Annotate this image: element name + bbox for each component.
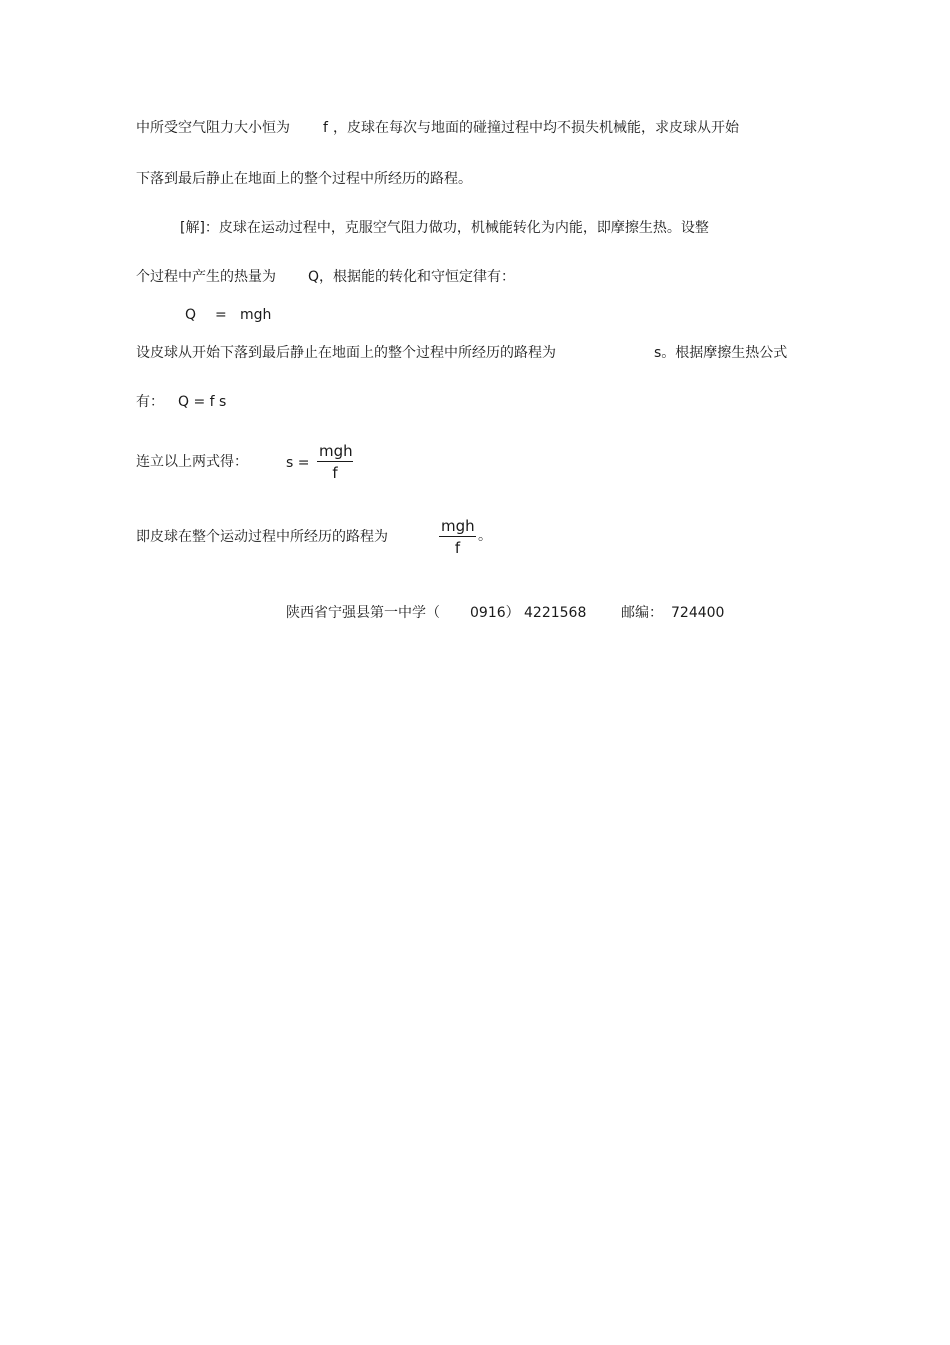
footer-postcode: 724400 bbox=[671, 605, 725, 621]
text-line-9b: 。 bbox=[478, 528, 492, 544]
text-line-1a: 中所受空气阻力大小恒为 bbox=[136, 120, 290, 136]
text-line-1c: ，皮球在每次与地面的碰撞过程中均不损失机械能，求皮球从开始 bbox=[333, 120, 739, 136]
text-line-9a: 即皮球在整个运动过程中所经历的路程为 bbox=[136, 529, 388, 545]
equation-1-rhs: mgh bbox=[240, 307, 272, 323]
equation-1-lhs: Q bbox=[185, 307, 197, 323]
text-line-8a: 连立以上两式得： bbox=[136, 454, 248, 470]
text-line-7a: 有： bbox=[136, 394, 164, 410]
text-line-4b: Q，根据能的转化和守恒定律有： bbox=[308, 269, 516, 285]
text-line-1b: f bbox=[323, 120, 328, 136]
text-line-3: [解]：皮球在运动过程中，克服空气阻力做功，机械能转化为内能，即摩擦生热。设整 bbox=[180, 220, 709, 236]
fraction-2-numerator: mgh bbox=[441, 517, 475, 535]
text-line-6a: 设皮球从开始下落到最后静止在地面上的整个过程中所经历的路程为 bbox=[136, 345, 556, 361]
fraction-2 bbox=[439, 516, 476, 559]
footer-school: 陕西省宁强县第一中学（ bbox=[286, 605, 440, 621]
fraction-1 bbox=[317, 441, 353, 484]
text-line-4a: 个过程中产生的热量为 bbox=[136, 269, 276, 285]
footer-postcode-label: 邮编： bbox=[621, 605, 663, 621]
fraction-1-numerator: mgh bbox=[319, 442, 353, 460]
text-line-2: 下落到最后静止在地面上的整个过程中所经历的路程。 bbox=[136, 171, 472, 187]
equation-2: Q = f s bbox=[178, 394, 227, 410]
text-line-6b: s。根据摩擦生热公式 bbox=[654, 345, 788, 361]
equation-1-equals: = bbox=[215, 307, 227, 323]
fraction-2-denominator: f bbox=[454, 539, 461, 557]
footer-phone: 4221568 bbox=[524, 605, 587, 621]
footer-area-code: 0916） bbox=[470, 605, 520, 621]
equation-3-lhs: s = bbox=[286, 455, 310, 471]
fraction-1-denominator: f bbox=[332, 464, 338, 482]
